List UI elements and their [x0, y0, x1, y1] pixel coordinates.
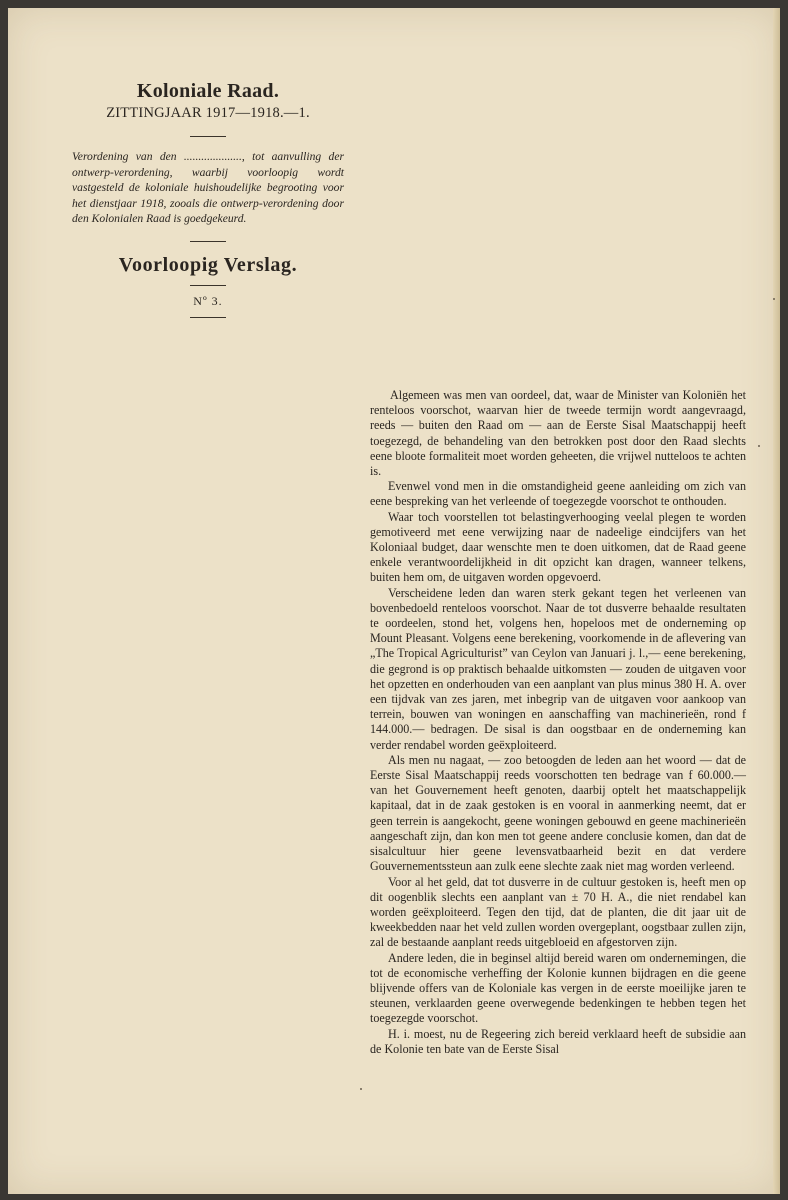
paragraph: Verscheidene leden dan waren sterk gekant tegen het verleenen van bovenbedoeld renteloos voorschot. Naar de tot dusverre behaalde resultaten te oordeelen, stond het, volgens hen, hopeloos met de onderneming op Mount Pleasant. Volgens eene berekening, voorkomende in de aflevering van „The Tropical Agriculturist” van Ceylon van Januari j. l.,— eene berekening, die gegrond is op praktisch behaalde uitkomsten — zouden de uitgaven voor het opzetten en onderhouden van een aanplant van plus minus 380 H. A. over een tijdvak van zes jaren, met inbegrip van de uitgaven voor aankoop van terrein, bouwen van woningen en aanschaffing van machinerieën, rond f 144.000.— bedragen. De sisal is dan oogstbaar en de onderneming kan verder rendabel worden geëxploiteerd. [370, 585, 746, 752]
paper-speck [758, 445, 760, 447]
paragraph: Waar toch voorstellen tot belastingverhooging veelal plegen te worden gemotiveerd met eene verwijzing naar de nadeelige eindcijfers van het Koloniaal budget, daar wenschte men te doen uitkomen, dat de Raad geene enkele verantwoordelijkheid in dit opzicht kan dragen, wanneer telkens, buiten hem om, de uitgaven worden opgevoerd. [370, 509, 746, 585]
ordinance-description: Verordening van den ...................., tot aanvulling der ontwerp-verordening, waarbij voorloopig wordt vastgesteld de koloniale huishoudelijke begrooting voor het dienstjaar 1918, zooals die ontwerp-verordening door den Kolonialen Raad is goedgekeurd. [72, 150, 344, 226]
paper-speck [360, 1088, 362, 1090]
divider [190, 317, 226, 318]
header-block [70, 80, 346, 326]
paragraph: Evenwel vond men in die omstandigheid geene aanleiding om zich van eene bespreking van het verleende of toegezegde voorschot te onthouden. [370, 479, 746, 509]
paper-speck [773, 298, 775, 300]
report-title: Voorloopig Verslag. [118, 253, 298, 276]
divider [190, 241, 226, 242]
paragraph: H. i. moest, nu de Regeering zich bereid verklaard heeft de subsidie aan de Kolonie ten bate van de Eerste Sisal [370, 1026, 746, 1056]
council-title: Koloniale Raad. [136, 80, 280, 102]
document-page [8, 8, 780, 1194]
paragraph: Als men nu nagaat, — zoo betoogden de leden aan het woord — dat de Eerste Sisal Maatschappij reeds voorschotten ten bedrage van f 60.000.— van het Gouvernement heeft genoten, daarbij optelt het maatschappelijk kapitaal, dat in de zaak gestoken is en vooral in aanmerking neemt, dat er geen terrein is aangekocht, geene woningen gebouwd en geene machinerieën aangeschaft zijn, dan kon men tot geene andere conclusie komen, dan dat de sisalcultuur hier geene levensvatbaarheid bezit en dat verdere Gouvernementssteun aan zulk eene slechte zaak niet mag worden verleend. [370, 752, 746, 874]
paragraph: Voor al het geld, dat tot dusverre in de cultuur gestoken is, heeft men op dit oogenblik slechts een aanplant van ± 70 H. A., die niet rendabel kan worden geëxploiteerd. Tegen den tijd, dat de planten, die dit jaar uit de kweekbedden naar het veld zullen worden overgeplant, oogstbaar zullen zijn, zal de bestaande aanplant reeds uitgebloeid en afgestorven zijn. [370, 874, 746, 950]
report-number: Nº 3. [193, 293, 223, 308]
session-year: ZITTINGJAAR 1917—1918.—1. [106, 105, 310, 121]
paragraph: Andere leden, die in beginsel altijd bereid waren om ondernemingen, die tot de economische verheffing der Kolonie kunnen bijdragen en die geene blijvende offers van de Koloniale kas vergen in de eerste moeilijke jaren te steunen, verklaarden geene overwegende bedenkingen te hebben tegen het toegezegde voorschot. [370, 950, 746, 1026]
divider [190, 136, 226, 137]
report-body [370, 388, 746, 1057]
paragraph: Algemeen was men van oordeel, dat, waar de Minister van Koloniën het renteloos voorschot, waarvan hier de tweede termijn wordt aangevraagd, reeds — buiten den Raad om — aan de Eerste Sisal Maatschappij heeft toegezegd, de behandeling van den betrokken post door den Raad slechts eene bloote formaliteit moet worden geheeten, die vrijwel nutteloos te achten is. [370, 388, 746, 479]
page-edge [773, 8, 780, 1194]
divider [190, 285, 226, 286]
